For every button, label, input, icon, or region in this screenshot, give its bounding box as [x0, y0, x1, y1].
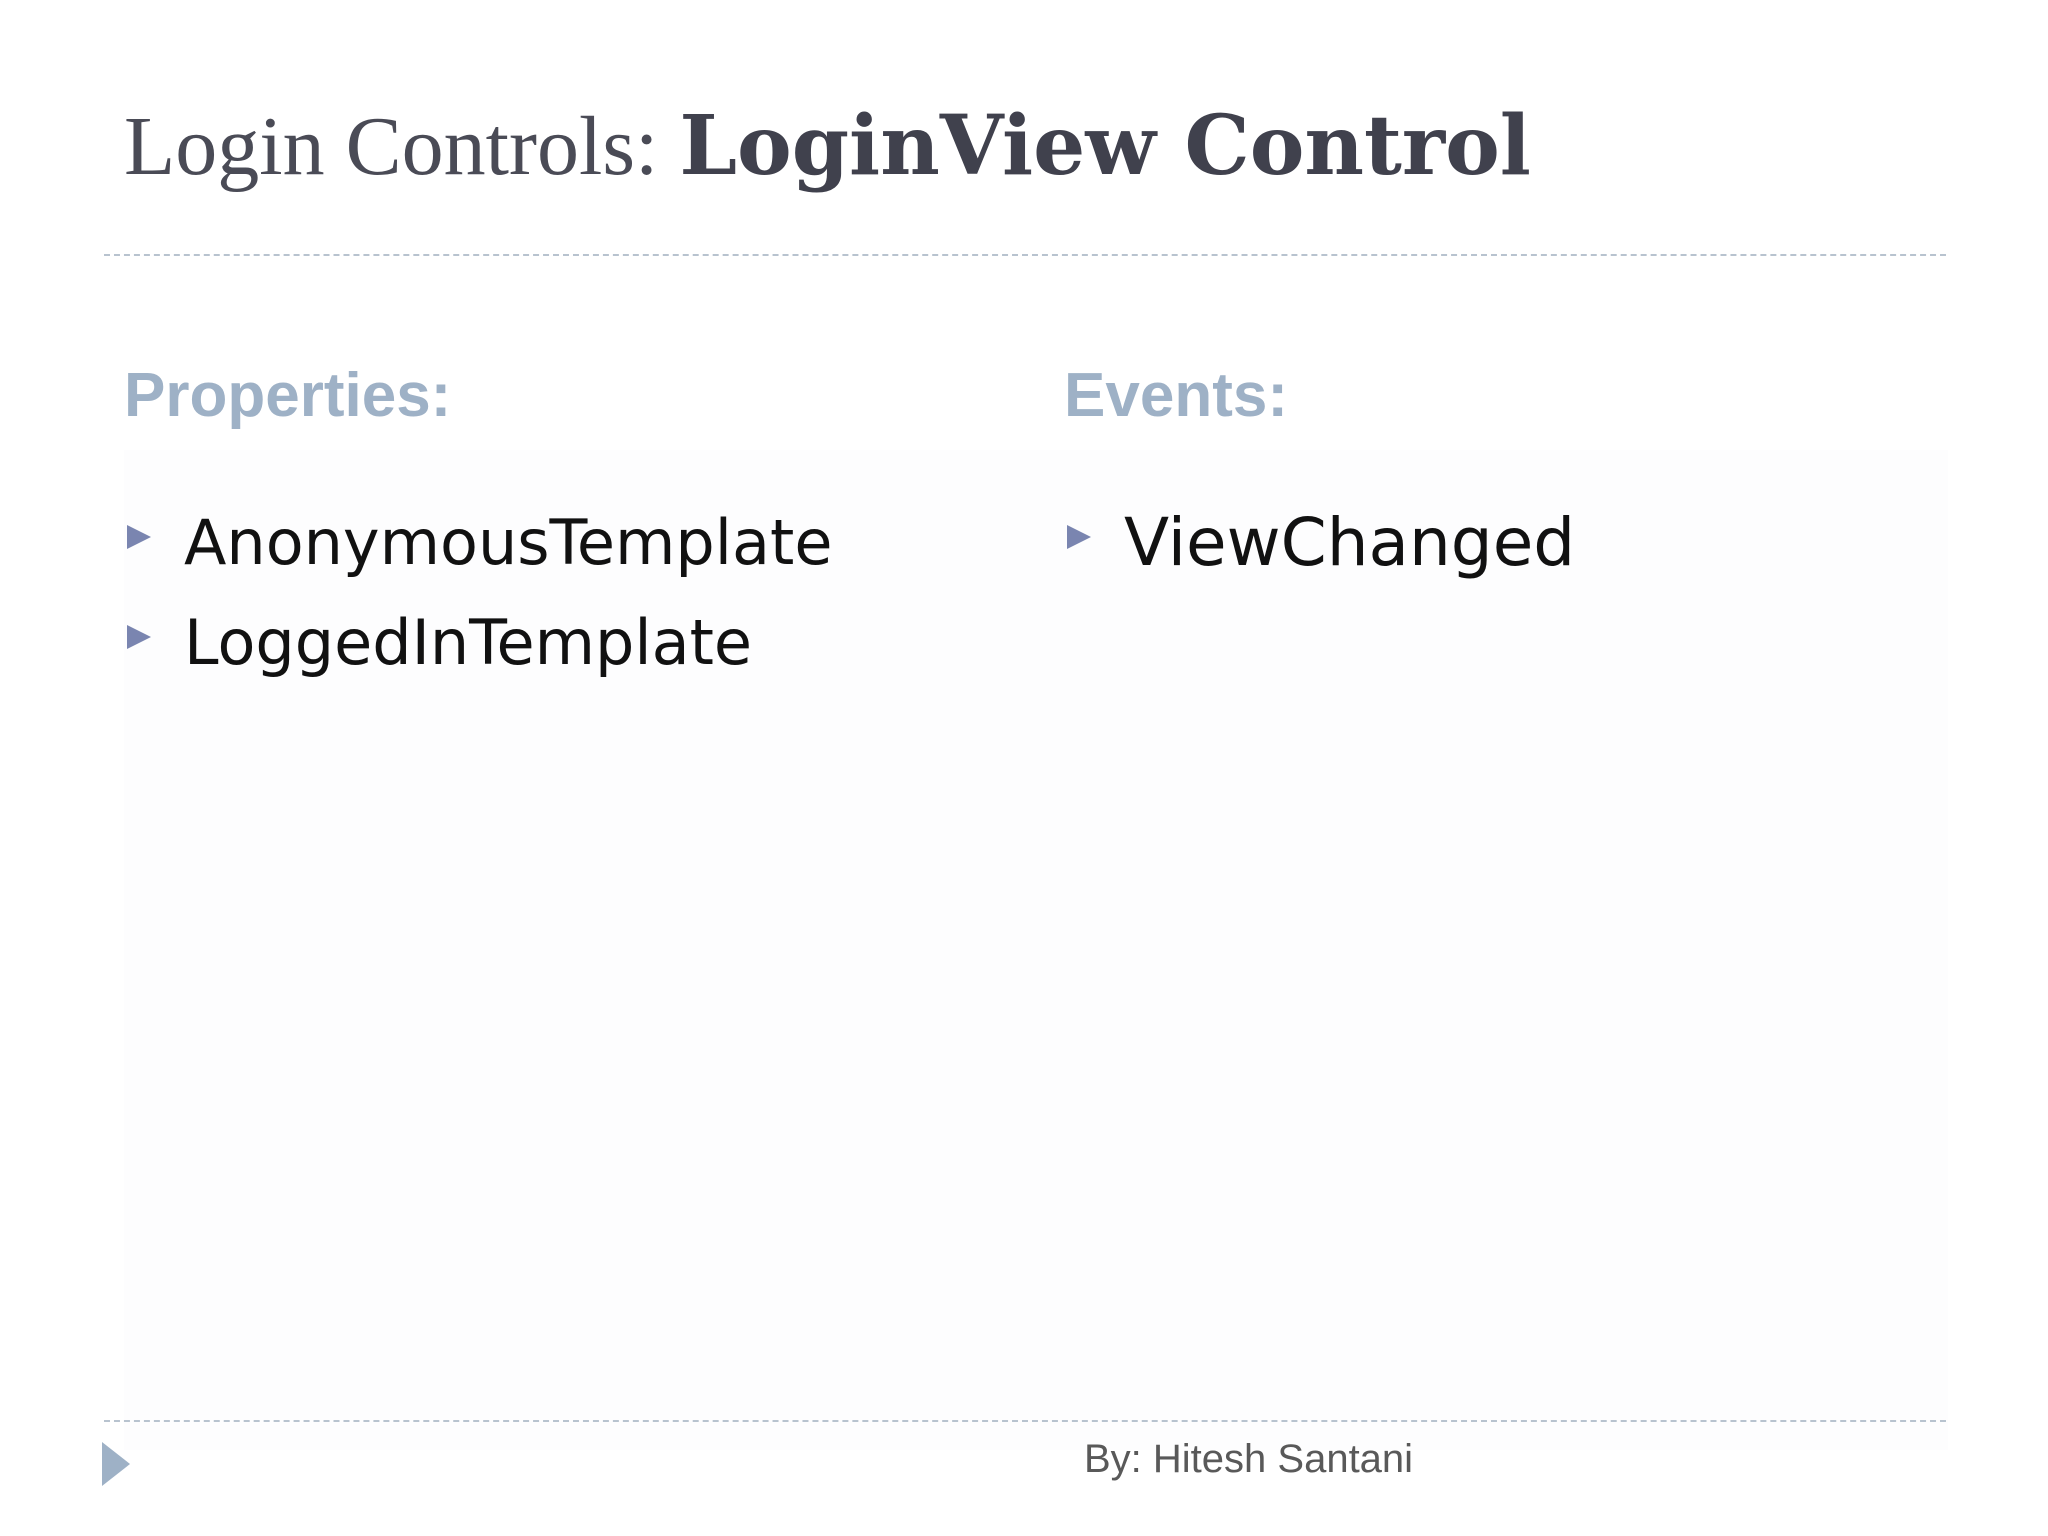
title-divider: [104, 254, 1946, 256]
list-item: [124, 593, 832, 693]
footer-divider: [104, 1420, 1946, 1422]
bullet-label: ViewChanged: [1124, 504, 1576, 582]
title-main: LoginView Control: [679, 98, 1531, 194]
slide-title: [124, 98, 1531, 194]
footer-author: By: Hitesh Santani: [1084, 1437, 1414, 1481]
list-item: [1064, 493, 1575, 593]
events-heading: Events:: [1064, 361, 1288, 430]
triangle-bullet-icon: [127, 525, 151, 549]
title-prefix: Login Controls:: [124, 100, 680, 193]
bullet-label: LoggedInTemplate: [184, 606, 753, 680]
properties-list: [124, 493, 832, 693]
triangle-arrow-icon: [102, 1442, 130, 1486]
triangle-bullet-icon: [127, 625, 151, 649]
triangle-bullet-icon: [1067, 525, 1091, 549]
properties-column: [124, 360, 832, 693]
events-list: [1064, 493, 1575, 593]
properties-heading: Properties:: [124, 361, 452, 430]
list-item: [124, 493, 832, 593]
bullet-label: AnonymousTemplate: [184, 506, 833, 580]
events-column: [1064, 360, 1575, 593]
